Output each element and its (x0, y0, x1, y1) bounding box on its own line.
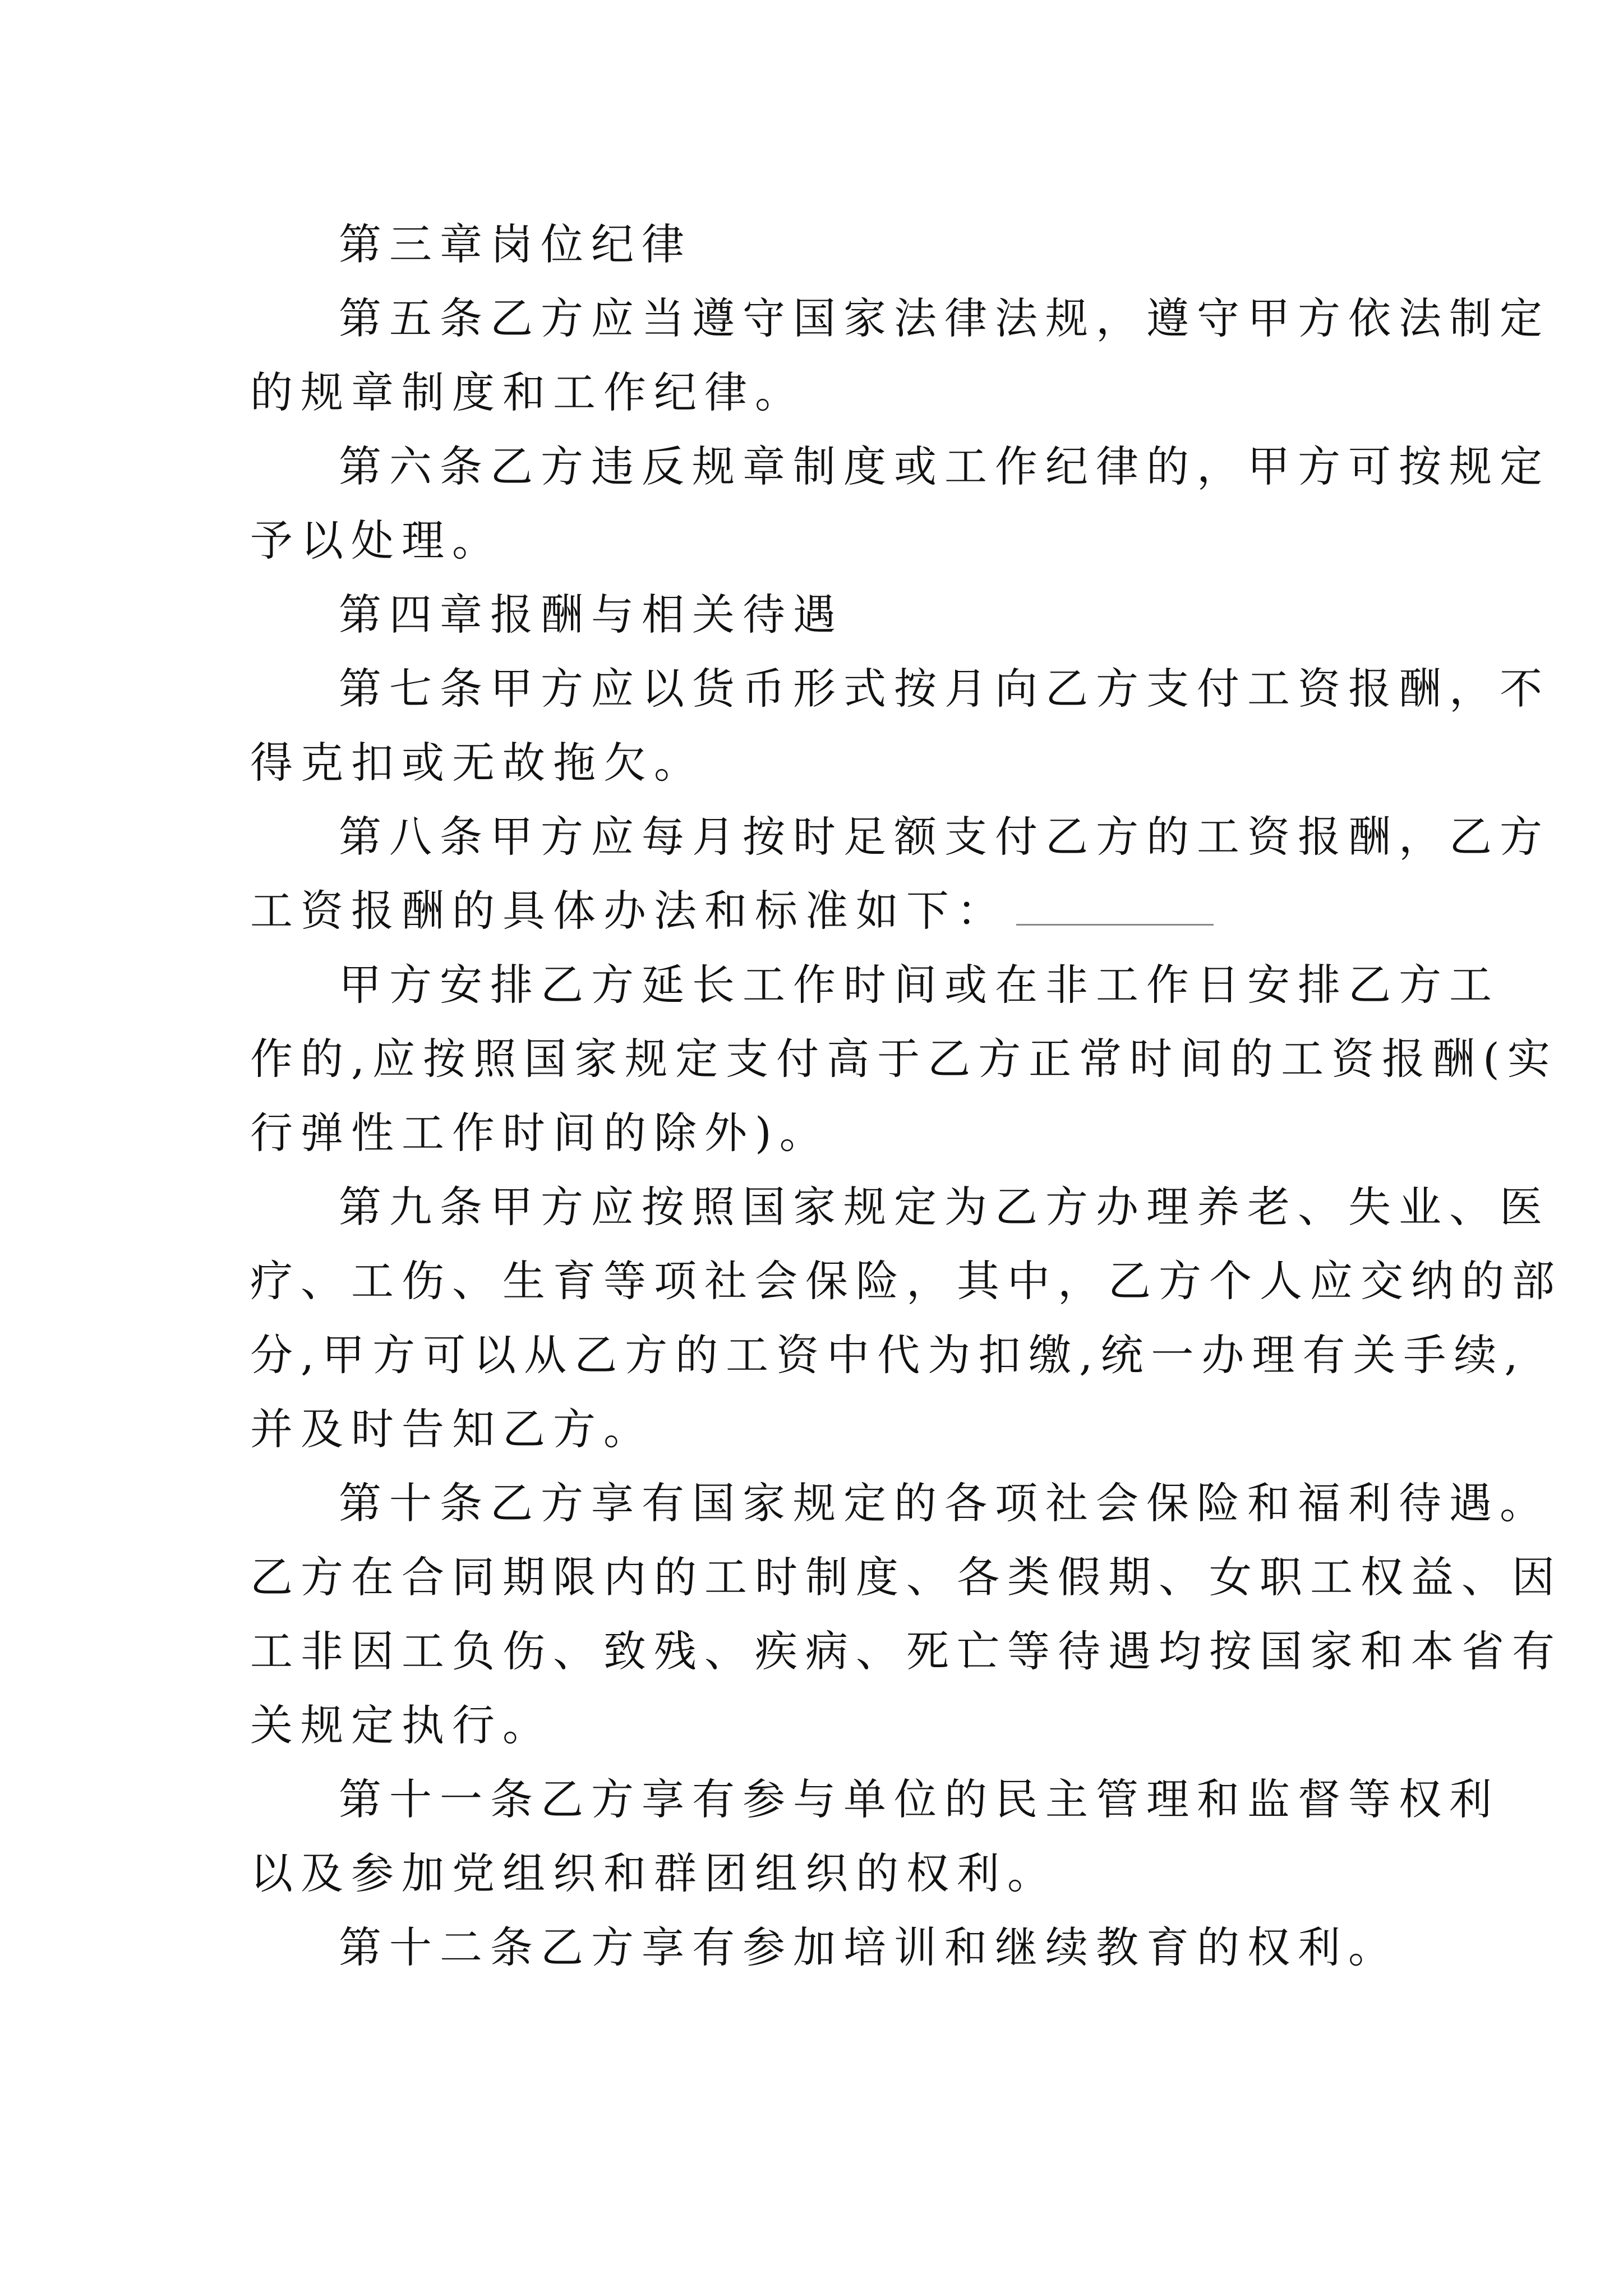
article-6-line-1: 第六条乙方违反规章制度或工作纪律的，甲方可按规定 (339, 441, 1550, 491)
overtime-pay-line-3: 行弹性工作时间的除外)。 (250, 1108, 830, 1158)
article-9-line-1: 第九条甲方应按照国家规定为乙方办理养老、失业、医 (339, 1182, 1550, 1232)
article-12-line-1: 第十二条乙方享有参加培训和继续教育的权利。 (339, 1922, 1399, 1972)
overtime-pay-line-1: 甲方安排乙方延长工作时间或在非工作日安排乙方工 (339, 960, 1500, 1010)
article-9-line-3: 分,甲方可以从乙方的工资中代为扣缴,统一办理有关手续, (250, 1330, 1526, 1380)
article-9-line-4: 并及时告知乙方。 (250, 1404, 654, 1454)
article-8-line-2-text: 工资报酬的具体办法和标准如下： (250, 886, 1007, 936)
article-11-line-2: 以及参加党组织和群团组织的权利。 (250, 1848, 1058, 1898)
article-9-line-2: 疗、工伤、生育等项社会保险，其中，乙方个人应交纳的部 (250, 1256, 1562, 1306)
article-8-line-2 (0, 884, 1623, 938)
article-10-line-1: 第十条乙方享有国家规定的各项社会保险和福利待遇。 (339, 1478, 1550, 1528)
chapter-heading-3: 第三章岗位纪律 (339, 219, 692, 269)
chapter-heading-4: 第四章报酬与相关待遇 (339, 590, 843, 639)
article-7-line-1: 第七条甲方应以货币形式按月向乙方支付工资报酬，不 (339, 664, 1550, 714)
article-10-line-4: 关规定执行。 (250, 1700, 553, 1750)
article-5-line-1: 第五条乙方应当遵守国家法律法规，遵守甲方依法制定 (339, 293, 1550, 343)
fill-in-blank (1016, 924, 1214, 926)
article-11-line-1: 第十一条乙方享有参与单位的民主管理和监督等权利 (339, 1774, 1500, 1824)
article-8-line-1: 第八条甲方应每月按时足额支付乙方的工资报酬，乙方 (339, 812, 1550, 862)
article-10-line-2: 乙方在合同期限内的工时制度、各类假期、女职工权益、因 (250, 1552, 1562, 1602)
overtime-pay-line-2: 作的,应按照国家规定支付高于乙方正常时间的工资报酬(实 (250, 1034, 1558, 1084)
article-6-line-2: 予以处理。 (250, 516, 502, 565)
article-7-line-2: 得克扣或无故拖欠。 (250, 738, 704, 788)
article-5-line-2: 的规章制度和工作纪律。 (250, 367, 805, 417)
article-10-line-3: 工非因工负伤、致残、疾病、死亡等待遇均按国家和本省有 (250, 1626, 1562, 1676)
